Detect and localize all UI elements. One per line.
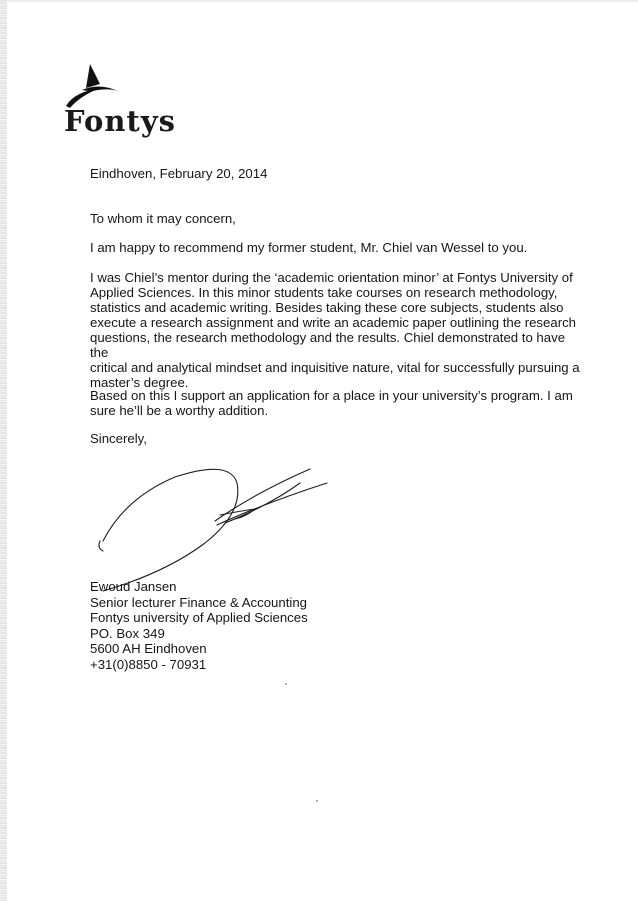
scan-top-artifact [7, 0, 638, 3]
scan-speck [285, 683, 287, 685]
phone-number: +31(0)8850 - 70931 [90, 656, 207, 672]
paragraph-3 [90, 388, 580, 418]
signatory-name: Ewoud Jansen [90, 579, 177, 594]
salutation: To whom it may concern, [90, 211, 236, 226]
paragraph-2-line: questions, the research methodology and the results. Chiel demonstrated to have the [90, 330, 566, 360]
po-box: PO. Box 349 [90, 625, 165, 641]
place-date: Eindhoven, February 20, 2014 [90, 166, 268, 181]
paragraph-1: I am happy to recommend my former student, Mr. Chiel van Wessel to you. [90, 240, 528, 255]
paragraph-2 [90, 270, 580, 390]
paragraph-2-line: critical and analytical mindset and inquisitive nature, vital for successfully pursuing a [90, 360, 580, 375]
paragraph-2-line: master’s degree. [90, 375, 189, 390]
scan-edge-artifact [0, 0, 7, 901]
signature-block [90, 579, 308, 672]
fontys-wordmark: Fontys [64, 104, 177, 138]
paragraph-3-line: Based on this I support an application for a place in your university’s program. I am [90, 388, 573, 403]
scan-speck [316, 800, 318, 802]
paragraph-3-line: sure he’ll be a worthy addition. [90, 403, 269, 418]
signatory-title: Senior lecturer Finance & Accounting [90, 594, 307, 610]
organization: Fontys university of Applied Sciences [90, 610, 308, 625]
closing: Sincerely, [90, 431, 147, 446]
paragraph-2-line: execute a research assignment and write an academic paper outlining the research [90, 315, 577, 330]
paragraph-2-line: I was Chiel’s mentor during the ‘academic orientation minor’ at Fontys University of [90, 270, 573, 285]
paragraph-2-line: Applied Sciences. In this minor students take courses on research methodology, [90, 285, 558, 300]
postal-address: 5600 AH Eindhoven [90, 641, 207, 656]
paragraph-2-line: statistics and academic writing. Besides taking these core subjects, students also [90, 300, 564, 315]
handwritten-signature-icon [95, 463, 335, 593]
